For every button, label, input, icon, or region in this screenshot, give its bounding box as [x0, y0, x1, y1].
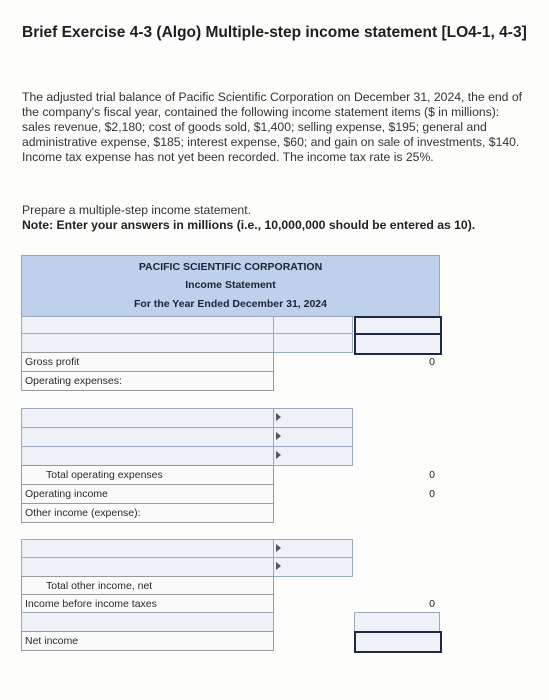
statement-period: For the Year Ended December 31, 2024	[134, 298, 327, 310]
table-row	[21, 389, 440, 409]
operating-income-label: Operating income	[21, 484, 274, 504]
total-input[interactable]	[354, 612, 440, 632]
gross-profit-label: Gross profit	[21, 352, 274, 372]
table-row	[21, 631, 440, 651]
account-select[interactable]	[21, 612, 274, 632]
table-row	[21, 446, 440, 466]
amount-input[interactable]	[273, 446, 353, 466]
amount-input[interactable]	[273, 539, 353, 559]
empty-cell	[354, 557, 440, 577]
statement-name: Income Statement	[185, 279, 276, 291]
table-row	[21, 576, 440, 596]
income-statement-worksheet	[21, 255, 440, 647]
empty-cell	[273, 465, 353, 485]
table-row	[21, 503, 440, 523]
total-operating-expenses-label: Total operating expenses	[21, 465, 274, 485]
empty-cell	[354, 427, 440, 447]
table-row	[21, 427, 440, 447]
account-select[interactable]	[21, 539, 274, 559]
net-income-input[interactable]	[354, 631, 442, 653]
company-name: PACIFIC SCIENTIFIC CORPORATION	[138, 261, 323, 273]
amount-input[interactable]	[273, 557, 353, 577]
caret-right-icon	[276, 544, 281, 552]
amount-input[interactable]	[273, 408, 353, 428]
account-select[interactable]	[21, 333, 274, 353]
table-row	[21, 333, 440, 353]
empty-cell	[273, 352, 353, 372]
empty-cell	[273, 484, 353, 504]
empty-cell	[273, 612, 353, 632]
total-operating-expenses-value: 0	[429, 469, 435, 481]
account-select[interactable]	[21, 408, 274, 428]
other-income-label: Other income (expense):	[21, 503, 274, 523]
operating-income-value: 0	[429, 488, 435, 500]
table-row	[21, 539, 440, 559]
table-row	[21, 557, 440, 577]
caret-right-icon	[276, 562, 281, 570]
account-select[interactable]	[21, 557, 274, 577]
exercise-description: The adjusted trial balance of Pacific Scientific Corporation on December 31, 2024, the end of the company's fiscal year, contained the following income statement items ($ in millions): sales revenue, $2,180; cost of goods sold, $1,400; selling expense, $195; general and administrative expense, $185; interest expense, $60; and gain on sale of investments, $140. Income tax expense has not yet been recorded. The income tax rate is 25%.	[22, 90, 522, 164]
instruction-text: Prepare a multiple-step income statement.	[22, 203, 251, 217]
instructions	[22, 203, 527, 233]
total-other-income-label: Total other income, net	[21, 576, 274, 596]
amount-input[interactable]	[273, 333, 353, 353]
gross-profit-value: 0	[429, 356, 435, 368]
table-row	[21, 612, 440, 632]
empty-cell	[354, 408, 440, 428]
empty-cell	[273, 631, 353, 651]
caret-right-icon	[276, 413, 281, 421]
note-line	[22, 218, 527, 233]
account-select[interactable]	[21, 446, 274, 466]
net-income-label: Net income	[21, 631, 274, 651]
empty-cell	[354, 446, 440, 466]
table-row	[21, 352, 440, 372]
note-text: Enter your answers in millions (i.e., 10,000,000 should be entered as 10).	[56, 218, 476, 232]
table-row	[21, 484, 440, 504]
operating-expenses-label: Operating expenses:	[21, 371, 274, 391]
note-label: Note:	[22, 218, 54, 232]
caret-right-icon	[276, 432, 281, 440]
caret-right-icon	[276, 451, 281, 459]
exercise-title: Brief Exercise 4-3 (Algo) Multiple-step income statement [LO4-1, 4-3]	[22, 24, 527, 41]
account-select[interactable]	[21, 427, 274, 447]
table-row	[21, 594, 440, 614]
table-row	[21, 408, 440, 428]
empty-cell	[273, 594, 353, 614]
table-row	[21, 465, 440, 485]
empty-cell	[21, 521, 274, 541]
table-row	[21, 521, 440, 541]
empty-cell	[21, 389, 274, 409]
income-before-taxes-label: Income before income taxes	[21, 594, 274, 614]
income-before-taxes-value: 0	[429, 598, 435, 610]
table-row	[21, 371, 440, 391]
statement-header	[21, 255, 440, 317]
empty-cell	[354, 539, 440, 559]
amount-input[interactable]	[273, 427, 353, 447]
